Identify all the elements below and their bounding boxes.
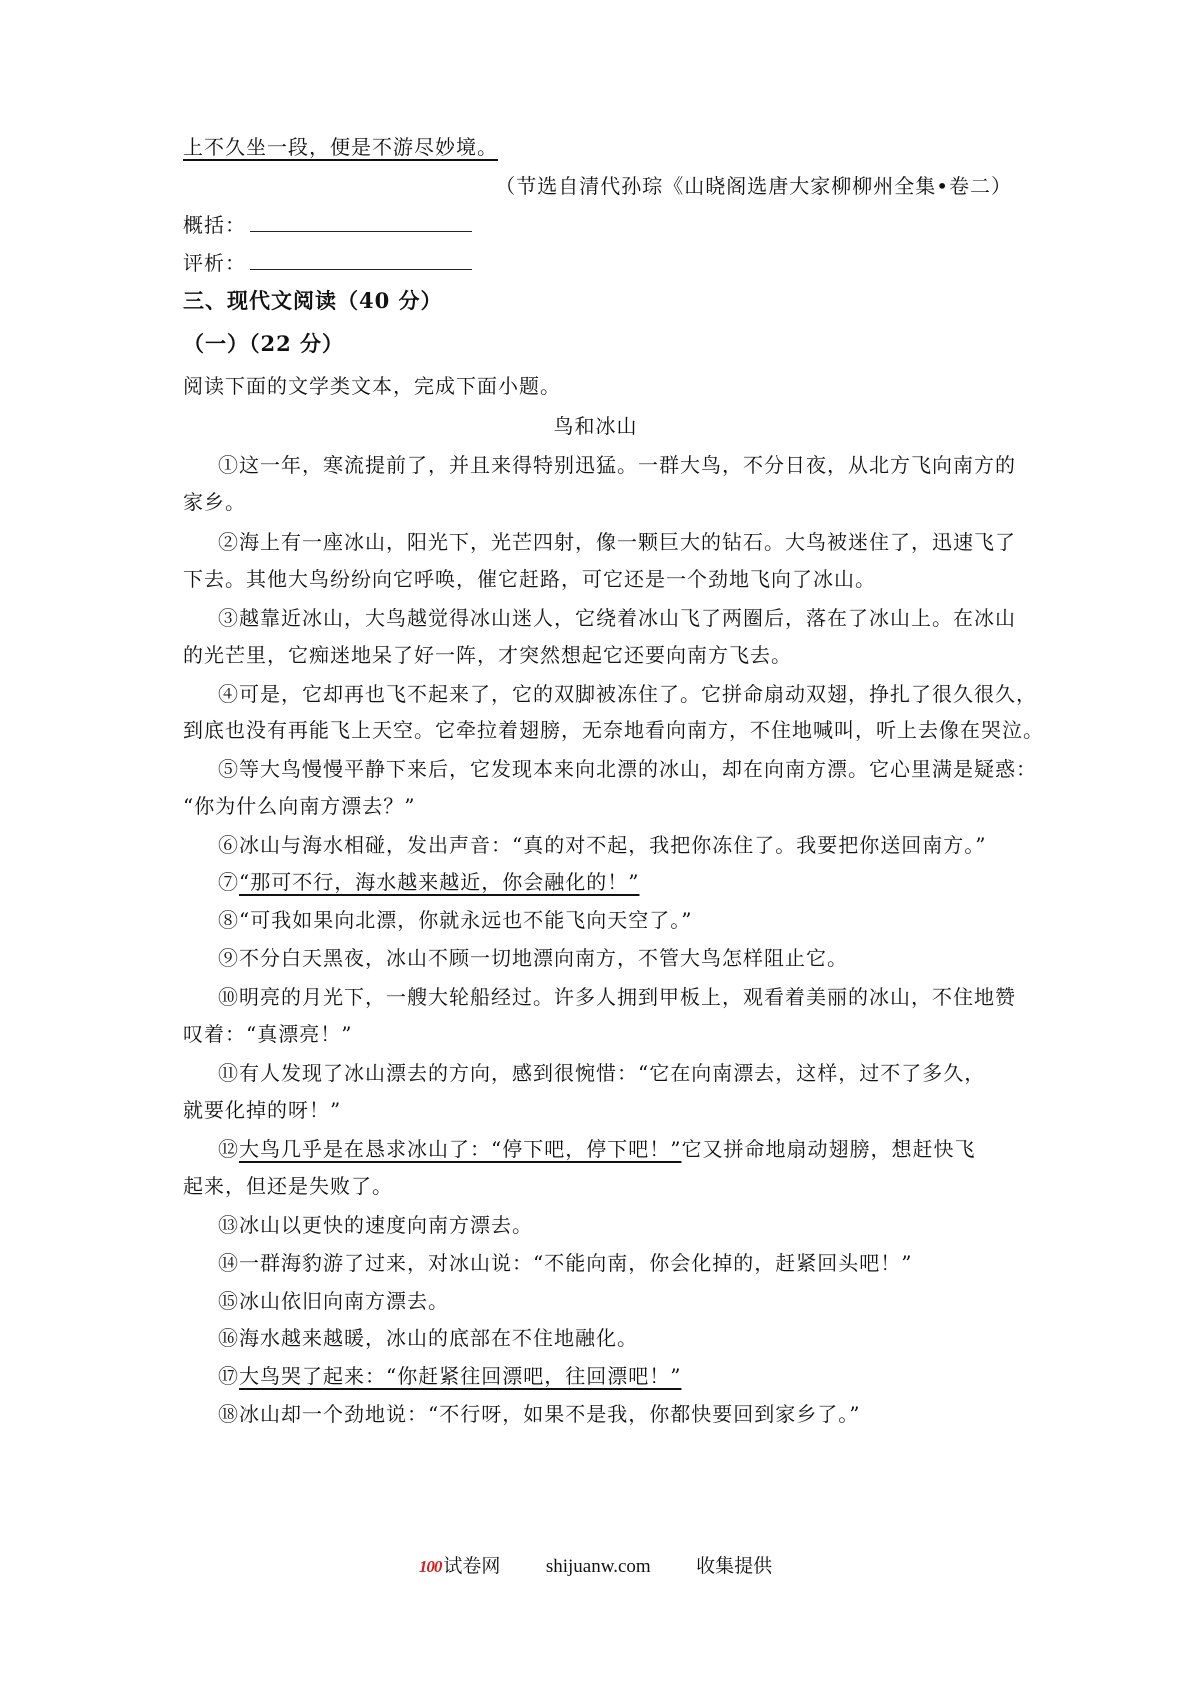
paragraph-17 [218, 1362, 1048, 1390]
paragraph-3-line-1: ③越靠近冰山，大鸟越觉得冰山迷人，它绕着冰山飞了两圈后，落在了冰山上。在冰山 [218, 606, 1016, 630]
paragraph-12-line-1 [218, 1135, 1048, 1163]
paragraph-1-line-2: 家乡。 [183, 490, 246, 514]
answer-line-analysis [183, 249, 1013, 277]
paragraph-3-line-2: 的光芒里，它痴迷地呆了好一阵，才突然想起它还要向南方飞去。 [183, 643, 792, 667]
paragraph-14: ⑭一群海豹游了过来，对冰山说：“不能向南，你会化掉的，赶紧回头吧！” [218, 1251, 913, 1275]
paragraph-7 [218, 868, 1048, 896]
paragraph-5-line-2: “你为什么向南方漂去？” [183, 794, 416, 818]
answer-blank-summary[interactable] [250, 213, 472, 232]
paragraph-6: ⑥冰山与海水相碰，发出声音：“真的对不起，我把你冻住了。我要把你送回南方。” [218, 833, 987, 857]
paragraph-7-underlined: “那可不行，海水越来越近，你会融化的！” [239, 870, 640, 894]
footer-note: 收集提供 [696, 1556, 773, 1577]
instruction: 阅读下面的文学类文本，完成下面小题。 [183, 374, 561, 398]
paragraph-4-line-1: ④可是，它却再也飞不起来了，它的双脚被冻住了。它拼命扇动双翅，挣扎了很久很久， [218, 682, 1037, 706]
source-citation: （节选自清代孙琮《山晓阁选唐大家柳柳州全集•卷二） [495, 174, 1012, 198]
paragraph-17-underlined: 大鸟哭了起来：“你赶紧往回漂吧，往回漂吧！” [239, 1364, 682, 1388]
site-link[interactable]: shijuanw.com [545, 1556, 651, 1577]
answer-blank-analysis[interactable] [250, 251, 472, 270]
paragraph-11-line-2: 就要化掉的呀！” [183, 1098, 342, 1122]
story-title: 鸟和冰山 [553, 414, 638, 438]
paragraph-15: ⑮冰山依旧向南方漂去。 [218, 1289, 449, 1313]
paragraph-9: ⑨不分白天黑夜，冰山不顾一切地漂向南方，不管大鸟怎样阻止它。 [218, 946, 848, 970]
subsection-heading: （一）（22 分） [183, 331, 345, 356]
answer-label-analysis: 评析： [183, 251, 246, 275]
section-heading: 三、现代文阅读（40 分） [183, 288, 443, 313]
logo-text: 试卷网 [443, 1556, 501, 1577]
paragraph-11-line-1: ⑪有人发现了冰山漂去的方向，感到很惋惜：“它在向南漂去，这样，过不了多久， [218, 1061, 986, 1085]
paragraph-10-line-1: ⑩明亮的月光下，一艘大轮船经过。许多人拥到甲板上，观看着美丽的冰山，不住地赞 [218, 985, 1016, 1009]
answer-line-summary [183, 211, 1013, 239]
paragraph-12-number: ⑫ [218, 1137, 239, 1161]
paragraph-17-number: ⑰ [218, 1364, 239, 1388]
paragraph-18: ⑱冰山却一个劲地说：“不行呀，如果不是我，你都快要回到家乡了。” [218, 1402, 861, 1426]
paragraph-1-line-1: ①这一年，寒流提前了，并且来得特别迅猛。一群大鸟，不分日夜，从北方飞向南方的 [218, 453, 1016, 477]
passage-ending-line: 上不久坐一段，便是不游尽妙境。 [183, 135, 498, 159]
paragraph-5-line-1: ⑤等大鸟慢慢平静下来后，它发现本来向北漂的冰山，却在向南方漂。它心里满是疑惑： [218, 757, 1037, 781]
paragraph-12-rest: 它又拼命地扇动翅膀，想赶快飞 [681, 1137, 976, 1161]
logo-number: 100 [418, 1557, 442, 1576]
paragraph-2-line-1: ②海上有一座冰山，阳光下，光芒四射，像一颗巨大的钻石。大鸟被迷住了，迅速飞了 [218, 530, 1016, 554]
paragraph-4-line-2: 到底也没有再能飞上天空。它牵拉着翅膀，无奈地看向南方，不住地喊叫，听上去像在哭泣。 [183, 718, 1044, 742]
paragraph-10-line-2: 叹着：“真漂亮！” [183, 1022, 353, 1046]
answer-label-summary: 概括： [183, 213, 246, 237]
paragraph-12-line-2: 起来，但还是失败了。 [183, 1174, 393, 1198]
page-footer [0, 1551, 1191, 1578]
paragraph-7-number: ⑦ [218, 870, 239, 894]
paragraph-13: ⑬冰山以更快的速度向南方漂去。 [218, 1213, 533, 1237]
paragraph-2-line-2: 下去。其他大鸟纷纷向它呼唤，催它赶路，可它还是一个劲地飞向了冰山。 [183, 567, 876, 591]
paragraph-16: ⑯海水越来越暖，冰山的底部在不住地融化。 [218, 1326, 638, 1350]
paragraph-8: ⑧“可我如果向北漂，你就永远也不能飞向天空了。” [218, 908, 693, 932]
paragraph-12-underlined: 大鸟几乎是在恳求冰山了：“停下吧，停下吧！” [239, 1137, 682, 1161]
